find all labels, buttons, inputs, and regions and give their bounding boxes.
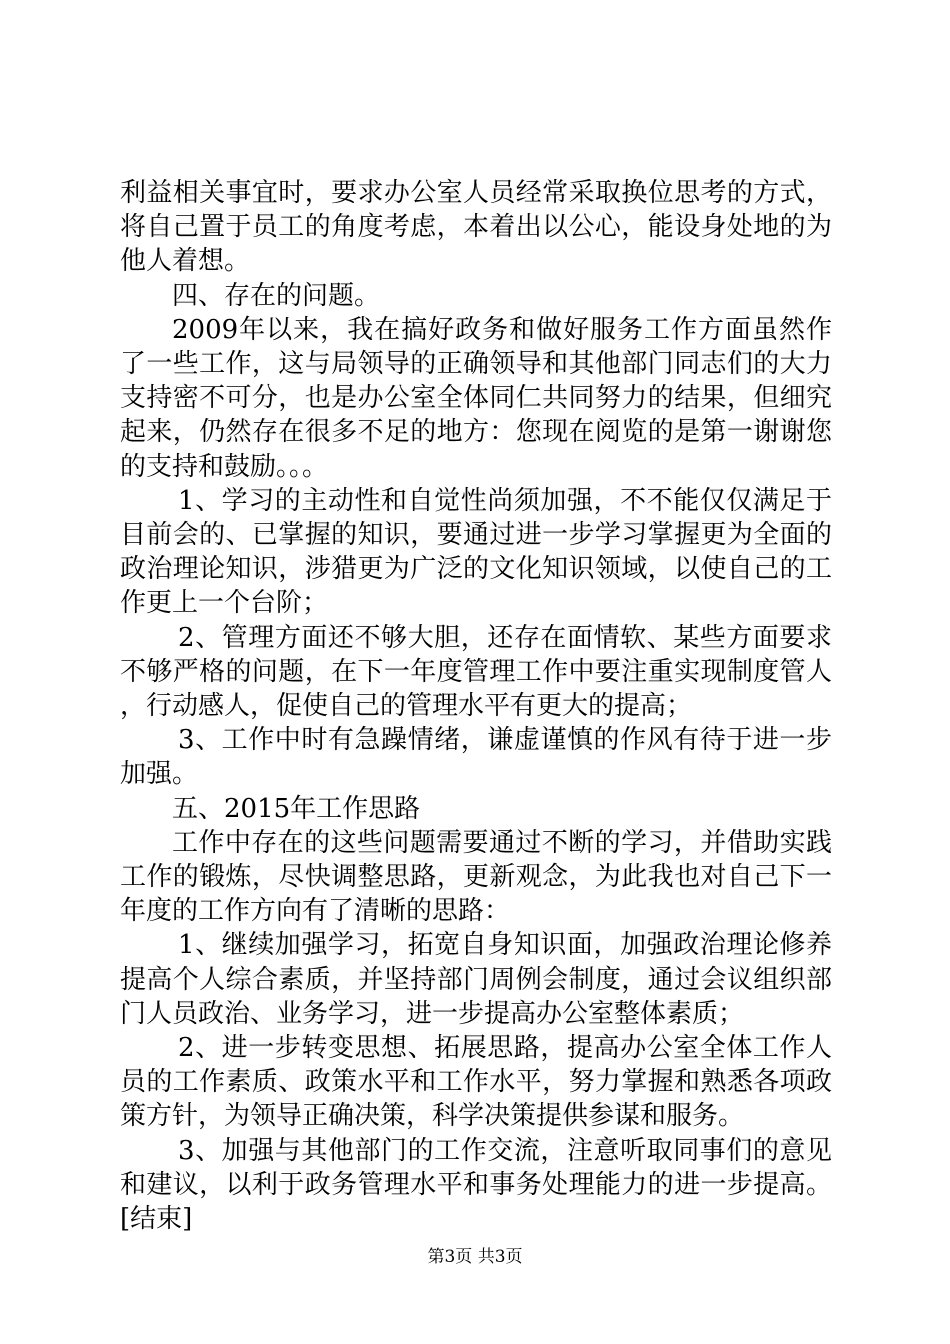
paragraph-continuation: 利益相关事宜时，要求办公室人员经常采取换位思考的方式，将自己置于员工的角度考虑，本着出以公心，能设身处地的为他人着想。 — [120, 178, 832, 277]
list-item-plan-3: 3、加强与其他部门的工作交流，注意听取同事们的意见和建议，以利于政务管理水平和事务处理能力的进一步提高。[结束] — [120, 1135, 832, 1235]
page-footer — [0, 1246, 950, 1268]
section-heading-plan: 五、2015年工作思路 — [172, 793, 421, 824]
list-item-plan-2: 2、进一步转变思想、拓展思路，提高办公室全体工作人员的工作素质、政策水平和工作水平，努力掌握和熟悉各项政策方针，为领导正确决策，科学决策提供参谋和服务。 — [120, 1033, 832, 1132]
list-item-problem-1: 1、学习的主动性和自觉性尚须加强，不不能仅仅满足于目前会的、已掌握的知识，要通过进一步学习掌握更为全面的政治理论知识，涉猎更为广泛的文化知识领域，以使自己的工作更上一个台阶； — [120, 485, 832, 619]
document-body — [120, 176, 832, 1236]
paragraph-problems-intro: 2009年以来，我在搞好政务和做好服务工作方面虽然作了一些工作，这与局领导的正确领导和其他部门同志们的大力支持密不可分，也是办公室全体同仁共同努力的结果，但细究起来，仍然存在很多不足的地方：您现在阅览的是第一谢谢您的支持和鼓励。。。 — [120, 314, 832, 482]
list-item-plan-1: 1、继续加强学习，拓宽自身知识面，加强政治理论修养提高个人综合素质，并坚持部门周例会制度，通过会议组织部门人员政治、业务学习，进一步提高办公室整体素质； — [120, 930, 832, 1029]
list-item-problem-3: 3、工作中时有急躁情绪，谦虚谨慎的作风有待于进一步加强。 — [120, 725, 832, 790]
paragraph-plan-intro: 工作中存在的这些问题需要通过不断的学习，并借助实践工作的锻炼，尽快调整思路，更新观念，为此我也对自己下一年度的工作方向有了清晰的思路： — [120, 827, 832, 927]
page-number-label: 第3页 共3页 — [427, 1247, 523, 1267]
list-item-problem-2: 2、管理方面还不够大胆，还存在面情软、某些方面要求不够严格的问题，在下一年度管理工作中要注重实现制度管人，行动感人，促使自己的管理水平有更大的提高； — [120, 622, 832, 722]
section-heading-problems: 四、存在的问题。 — [172, 280, 381, 311]
